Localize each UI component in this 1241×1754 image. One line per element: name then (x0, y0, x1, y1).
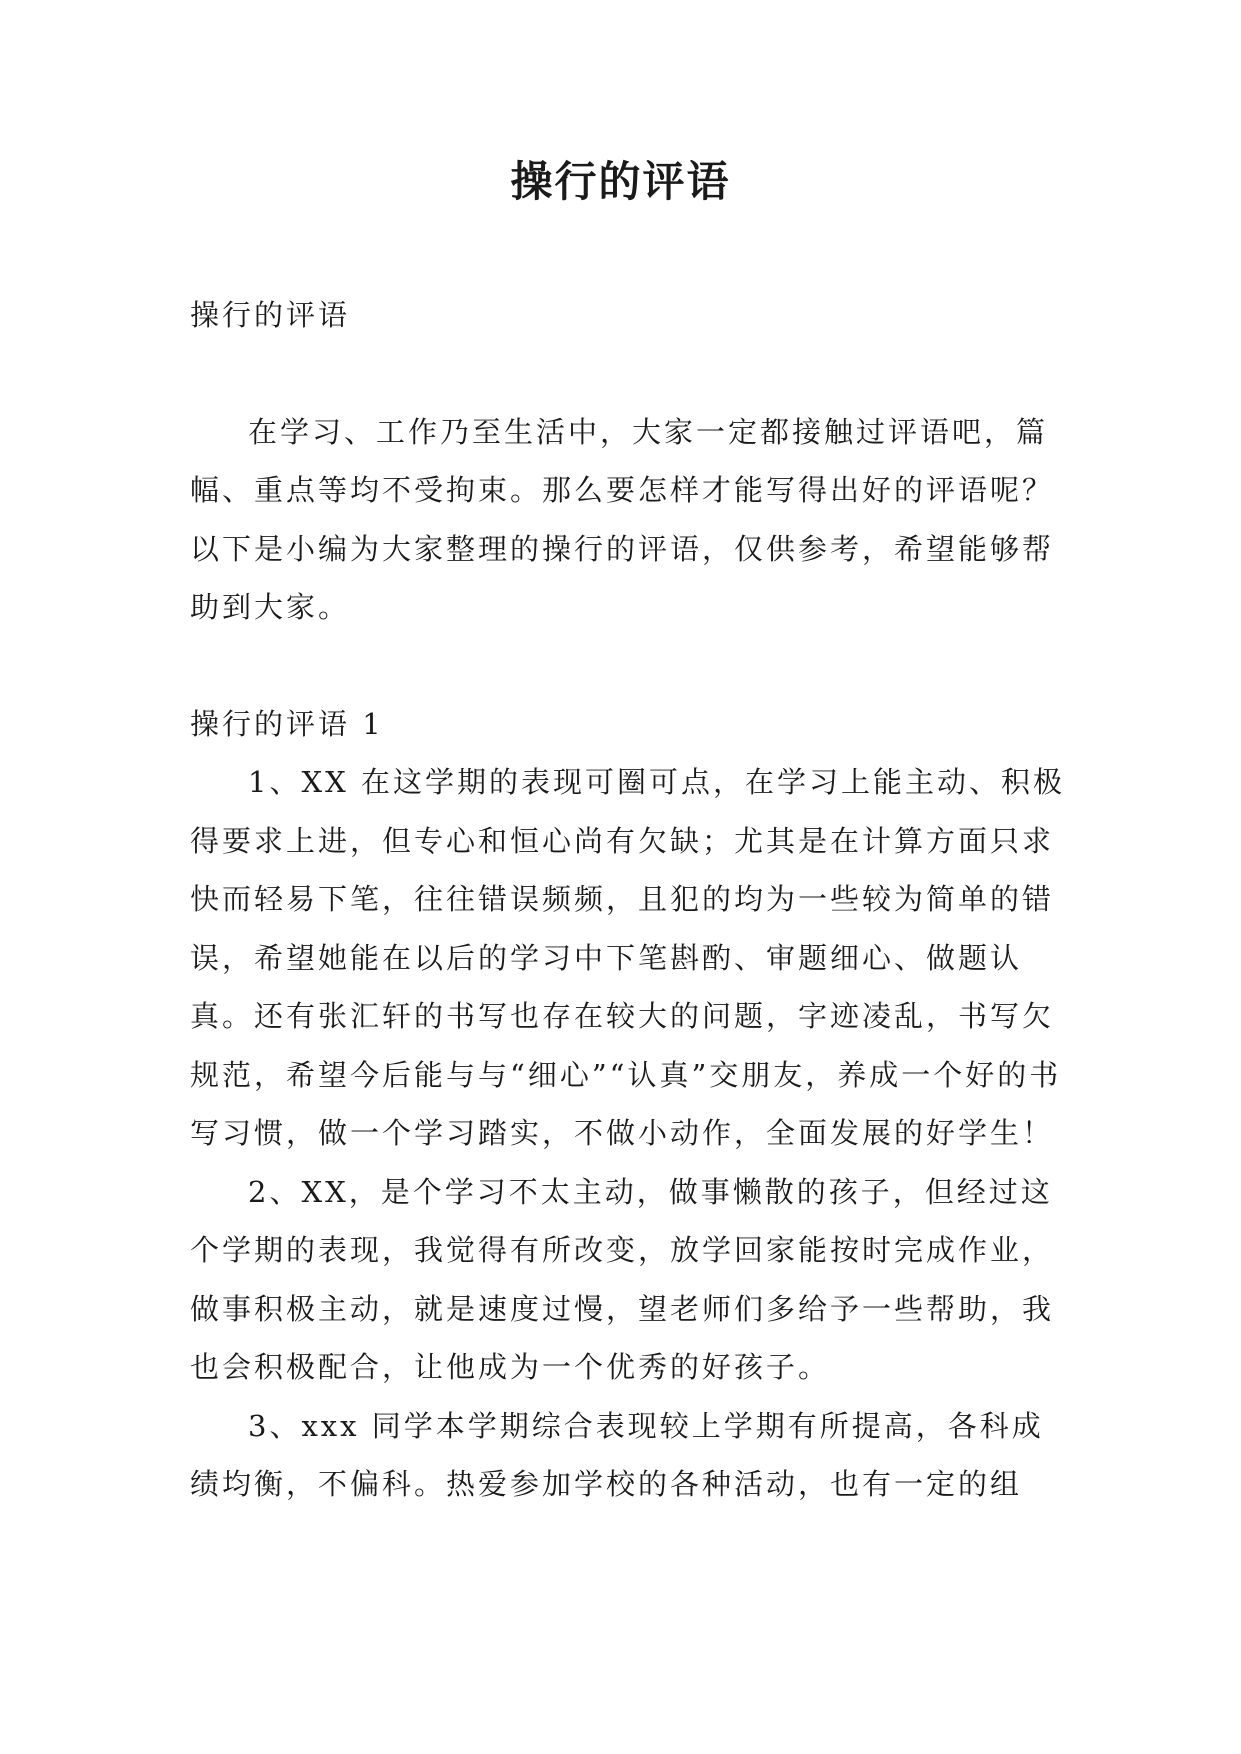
intro-paragraph: 在学习、工作乃至生活中，大家一定都接触过评语吧，篇幅、重点等均不受拘束。那么要怎样才能写得出好的评语呢？以下是小编为大家整理的操行的评语，仅供参考，希望能够帮助到大家。 (190, 414, 1055, 624)
comment-paragraph: 2、XX，是个学习不太主动，做事懒散的孩子，但经过这个学期的表现，我觉得有所改变，放学回家能按时完成作业，做事积极主动，就是速度过慢，望老师们多给予一些帮助，我也会积极配合，让他成为一个优秀的好孩子。 (190, 1174, 1055, 1384)
document-title: 操行的评语 (510, 157, 731, 206)
document-subtitle: 操行的评语 (190, 298, 351, 332)
comment-paragraph: 3、xxx 同学本学期综合表现较上学期有所提高，各科成绩均衡，不偏科。热爱参加学校的各种活动，也有一定的组 (190, 1408, 1044, 1501)
document-body (190, 286, 1070, 1514)
section-heading: 操行的评语 1 (190, 706, 384, 741)
comment-paragraph: 1、XX 在这学期的表现可圈可点，在学习上能主动、积极得要求上进，但专心和恒心尚有欠缺；尤其是在计算方面只求快而轻易下笔，往往错误频频，且犯的均为一些较为简单的错误，希望她能在以后的学习中下笔斟酌、审题细心、做题认真。还有张汇轩的书写也存在较大的问题，字迹凌乱，书写欠规范，希望今后能与与“细心”“认真”交朋友，养成一个好的书写习惯，做一个学习踏实，不做小动作，全面发展的好学生！ (190, 765, 1065, 1150)
